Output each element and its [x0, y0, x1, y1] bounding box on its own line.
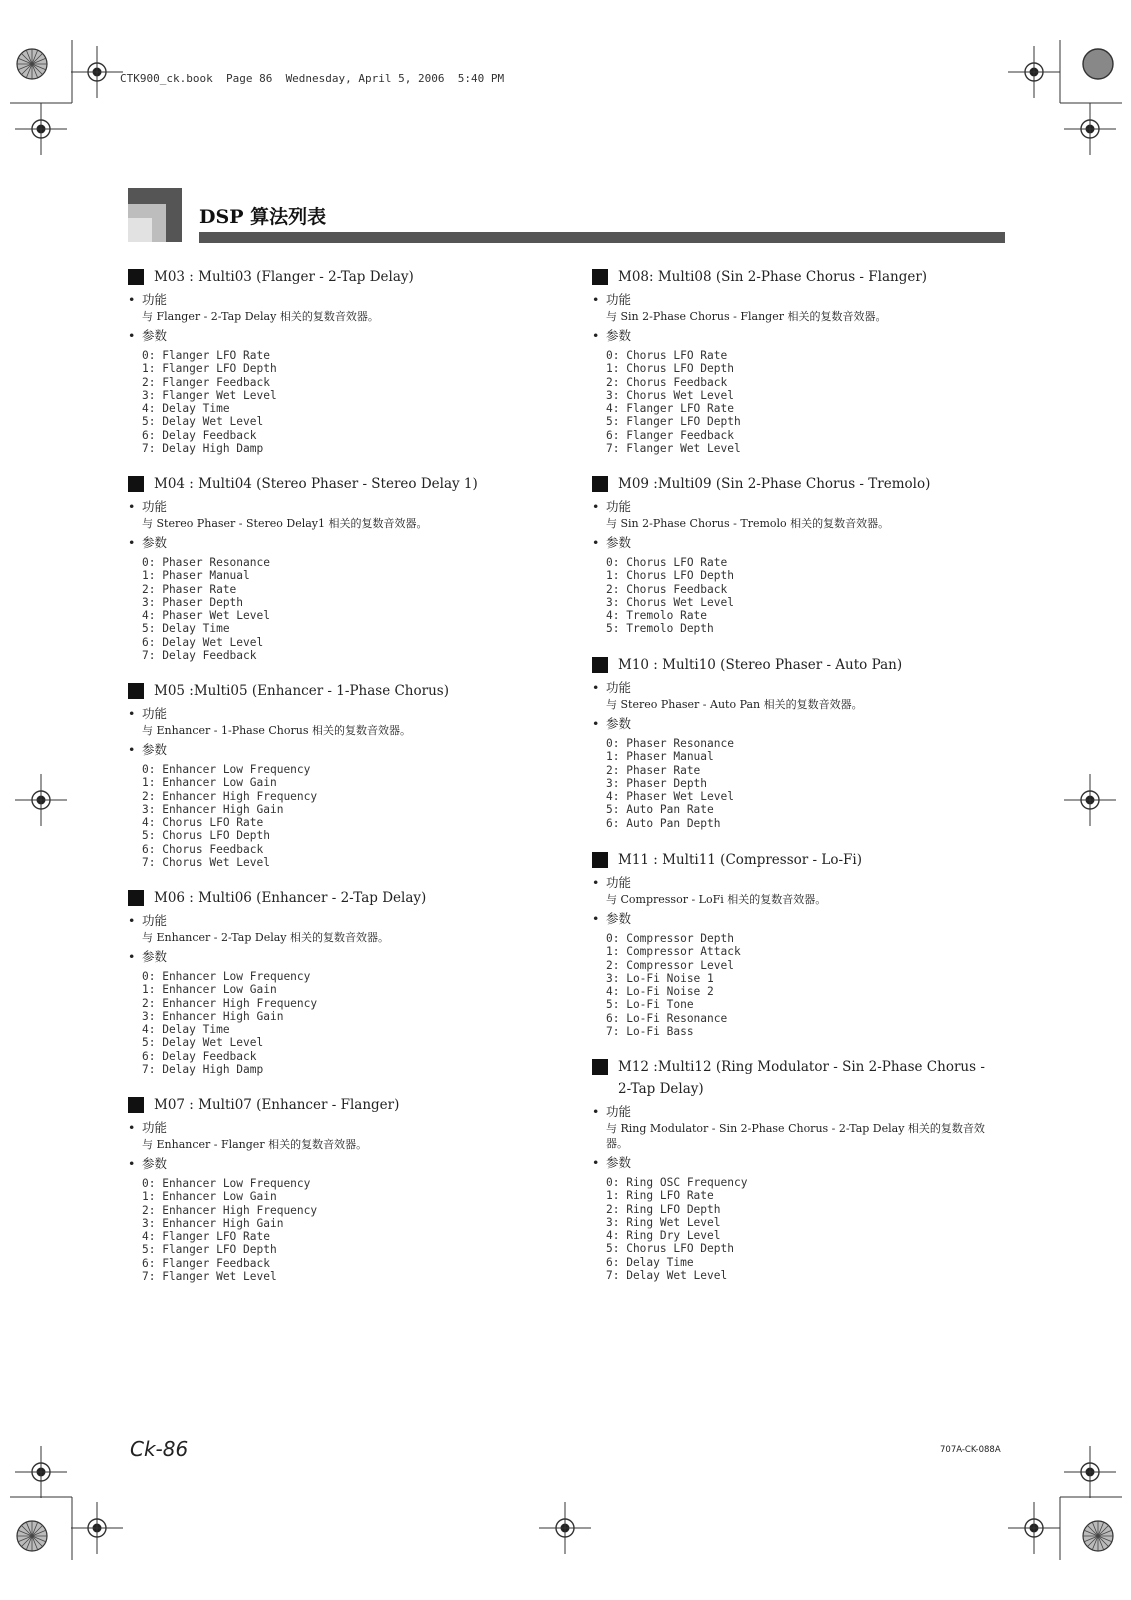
param-item: 0: Phaser Resonance	[606, 737, 734, 750]
section-heading: M10 : Multi10 (Stereo Phaser - Auto Pan)	[618, 657, 903, 673]
param-item: 3: Phaser Depth	[142, 595, 244, 609]
section-marker	[592, 657, 608, 673]
function-label: 功能	[142, 292, 168, 307]
section-marker	[128, 683, 144, 699]
param-item: 1: Chorus LFO Depth	[606, 569, 734, 583]
param-item: 2: Chorus Feedback	[606, 582, 728, 596]
section-marker	[592, 269, 608, 285]
param-item: 0: Flanger LFO Rate	[142, 349, 270, 362]
param-item: 7: Delay High Damp	[142, 442, 264, 456]
section-heading: M06 : Multi06 (Enhancer - 2-Tap Delay)	[154, 890, 427, 906]
param-item: 3: Lo-Fi Noise 1	[606, 971, 714, 985]
param-list	[606, 737, 1012, 830]
title-rule	[199, 232, 1005, 243]
function-label: 功能	[142, 706, 168, 721]
param-item: 6: Chorus Feedback	[142, 842, 264, 856]
param-list	[606, 1176, 1000, 1282]
param-item: 5: Chorus LFO Depth	[142, 829, 270, 843]
params-label: 参数	[142, 1156, 168, 1171]
param-item: 4: Delay Time	[142, 1023, 230, 1037]
param-item: 3: Flanger Wet Level	[142, 388, 277, 402]
params-label: 参数	[606, 328, 632, 343]
param-item: 3: Chorus Wet Level	[606, 388, 734, 402]
param-item: 4: Flanger LFO Rate	[606, 402, 734, 416]
param-list	[142, 556, 548, 662]
param-item: 7: Flanger Wet Level	[142, 1270, 277, 1284]
section-m04: M04 : Multi04 (Stereo Phaser - Stereo Delay 1) • 功能 与 Stereo Phaser - Stereo Delay1 相关的复数音效器。 • 参数 0: Phaser Resonance 1: Phaser Manual 2: Phaser Rate 3: Phaser Depth 4: Phaser Wet Level 5: Delay Time 6: Delay Wet Level 7: Delay Feedback	[128, 473, 548, 662]
param-item: 5: Delay Wet Level	[142, 1036, 264, 1050]
param-item: 0: Ring OSC Frequency	[606, 1176, 748, 1189]
section-marker	[592, 476, 608, 492]
param-list	[142, 1177, 548, 1283]
section-m11: M11 : Multi11 (Compressor - Lo-Fi) • 功能 与 Compressor - LoFi 相关的复数音效器。 • 参数 0: Compressor Depth 1: Compressor Attack 2: Compressor Level 3: Lo-Fi Noise 1 4: Lo-Fi Noise 2 5: Lo-Fi Tone 6: Lo-Fi Resonance 7: Lo-Fi Bass	[592, 849, 1012, 1038]
param-item: 0: Compressor Depth	[606, 932, 734, 945]
param-item: 4: Tremolo Rate	[606, 609, 708, 623]
function-label: 功能	[142, 913, 168, 928]
param-item: 2: Ring LFO Depth	[606, 1202, 721, 1216]
section-heading: M09 :Multi09 (Sin 2-Phase Chorus - Tremolo)	[618, 476, 931, 492]
params-label: 参数	[606, 911, 632, 926]
param-item: 7: Chorus Wet Level	[142, 856, 270, 870]
section-description: 与 Stereo Phaser - Auto Pan 相关的复数音效器。	[606, 698, 863, 711]
param-item: 4: Flanger LFO Rate	[142, 1230, 270, 1244]
params-label: 参数	[606, 1155, 632, 1170]
param-item: 6: Delay Feedback	[142, 428, 257, 442]
param-item: 4: Ring Dry Level	[606, 1229, 721, 1243]
param-item: 2: Flanger Feedback	[142, 375, 270, 389]
section-heading: M05 :Multi05 (Enhancer - 1-Phase Chorus)	[154, 683, 449, 699]
param-item: 1: Compressor Attack	[606, 945, 741, 959]
param-item: 3: Phaser Depth	[606, 776, 708, 790]
param-item: 5: Delay Time	[142, 622, 230, 636]
param-item: 5: Auto Pan Rate	[606, 803, 714, 817]
function-label: 功能	[606, 680, 632, 695]
param-list	[606, 349, 1012, 455]
param-item: 2: Enhancer High Frequency	[142, 1203, 318, 1217]
section-m07: M07 : Multi07 (Enhancer - Flanger) • 功能 与 Enhancer - Flanger 相关的复数音效器。 • 参数 0: Enhancer Low Frequency 1: Enhancer Low Gain 2: Enhancer High Frequency 3: Enhancer High Gain 4: Flanger LFO Rate 5: Flanger LFO Depth 6: Flanger Feedback 7: Flanger Wet Level	[128, 1094, 548, 1283]
param-item: 1: Phaser Manual	[142, 569, 250, 583]
section-description: 与 Compressor - LoFi 相关的复数音效器。	[606, 893, 827, 906]
section-m12: M12 :Multi12 (Ring Modulator - Sin 2-Phase Chorus - 2-Tap Delay) • 功能 与 Ring Modulator - Sin 2-Phase Chorus - 2-Tap Delay 相关的复数音效器。 • 参数 0: Ring OSC Frequency 1: Ring LFO Rate 2: Ring LFO Depth 3: Ring Wet Level 4: Ring Dry Level 5: Chorus LFO Depth 6: Delay Time 7: Delay Wet Level	[592, 1056, 1000, 1282]
section-heading: M04 : Multi04 (Stereo Phaser - Stereo Delay 1)	[154, 476, 478, 492]
param-item: 5: Tremolo Depth	[606, 622, 714, 636]
param-item: 3: Chorus Wet Level	[606, 595, 734, 609]
function-label: 功能	[606, 1104, 632, 1119]
param-list	[142, 763, 548, 869]
params-label: 参数	[606, 716, 632, 731]
section-heading: M11 : Multi11 (Compressor - Lo-Fi)	[618, 852, 862, 868]
param-item: 2: Enhancer High Frequency	[142, 996, 318, 1010]
param-item: 1: Chorus LFO Depth	[606, 362, 734, 376]
param-item: 3: Enhancer High Gain	[142, 1009, 284, 1023]
param-item: 6: Flanger Feedback	[606, 428, 734, 442]
section-m10: M10 : Multi10 (Stereo Phaser - Auto Pan) • 功能 与 Stereo Phaser - Auto Pan 相关的复数音效器。 • 参数 0: Phaser Resonance 1: Phaser Manual 2: Phaser Rate 3: Phaser Depth 4: Phaser Wet Level 5: Auto Pan Rate 6: Auto Pan Depth	[592, 654, 1012, 830]
section-description: 与 Sin 2-Phase Chorus - Flanger 相关的复数音效器。	[606, 310, 887, 323]
section-description: 与 Flanger - 2-Tap Delay 相关的复数音效器。	[142, 310, 379, 323]
param-item: 1: Flanger LFO Depth	[142, 362, 277, 376]
param-item: 7: Flanger Wet Level	[606, 442, 741, 456]
section-m06: M06 : Multi06 (Enhancer - 2-Tap Delay) • 功能 与 Enhancer - 2-Tap Delay 相关的复数音效器。 • 参数 0: Enhancer Low Frequency 1: Enhancer Low Gain 2: Enhancer High Frequency 3: Enhancer High Gain 4: Delay Time 5: Delay Wet Level 6: Delay Feedback 7: Delay High Damp	[128, 887, 548, 1076]
page-title: DSP 算法列表	[199, 206, 327, 228]
section-m08: M08: Multi08 (Sin 2-Phase Chorus - Flanger) • 功能 与 Sin 2-Phase Chorus - Flanger 相关的复数音效器。 • 参数 0: Chorus LFO Rate 1: Chorus LFO Depth 2: Chorus Feedback 3: Chorus Wet Level 4: Flanger LFO Rate 5: Flanger LFO Depth 6: Flanger Feedback 7: Flanger Wet Level	[592, 266, 1012, 455]
param-item: 7: Delay High Damp	[142, 1063, 264, 1077]
section-marker	[128, 476, 144, 492]
param-item: 1: Ring LFO Rate	[606, 1189, 714, 1203]
document-code: 707A-CK-088A	[940, 1445, 1001, 1455]
section-description: 与 Enhancer - 1-Phase Chorus 相关的复数音效器。	[142, 724, 411, 737]
param-item: 2: Enhancer High Frequency	[142, 789, 318, 803]
print-header: CTK900_ck.book Page 86 Wednesday, April 5, 2006 5:40 PM	[120, 72, 505, 85]
param-item: 5: Flanger LFO Depth	[142, 1243, 277, 1257]
section-marker	[128, 890, 144, 906]
param-item: 0: Chorus LFO Rate	[606, 556, 728, 569]
param-item: 2: Chorus Feedback	[606, 375, 728, 389]
section-description: 与 Stereo Phaser - Stereo Delay1 相关的复数音效器。	[142, 517, 428, 530]
function-label: 功能	[142, 499, 168, 514]
param-item: 0: Enhancer Low Frequency	[142, 763, 311, 776]
param-item: 5: Flanger LFO Depth	[606, 415, 741, 429]
section-m05: M05 :Multi05 (Enhancer - 1-Phase Chorus) • 功能 与 Enhancer - 1-Phase Chorus 相关的复数音效器。 • 参数 0: Enhancer Low Frequency 1: Enhancer Low Gain 2: Enhancer High Frequency 3: Enhancer High Gain 4: Chorus LFO Rate 5: Chorus LFO Depth 6: Chorus Feedback 7: Chorus Wet Level	[128, 680, 548, 869]
param-item: 6: Flanger Feedback	[142, 1256, 270, 1270]
params-label: 参数	[142, 535, 168, 550]
section-marker	[592, 852, 608, 868]
param-item: 3: Enhancer High Gain	[142, 802, 284, 816]
param-item: 4: Lo-Fi Noise 2	[606, 985, 714, 999]
param-item: 7: Delay Wet Level	[606, 1269, 728, 1283]
param-item: 6: Delay Time	[606, 1255, 694, 1269]
section-description: 与 Enhancer - 2-Tap Delay 相关的复数音效器。	[142, 931, 389, 944]
param-item: 7: Delay Feedback	[142, 649, 257, 663]
param-item: 7: Lo-Fi Bass	[606, 1025, 694, 1039]
section-marker	[128, 269, 144, 285]
param-item: 2: Phaser Rate	[606, 763, 701, 777]
params-label: 参数	[142, 742, 168, 757]
param-item: 1: Enhancer Low Gain	[142, 776, 277, 790]
page-number: Ck-86	[130, 1437, 189, 1461]
param-item: 6: Delay Wet Level	[142, 635, 264, 649]
function-label: 功能	[606, 292, 632, 307]
param-item: 3: Ring Wet Level	[606, 1215, 721, 1229]
param-list	[606, 556, 1012, 636]
param-list	[606, 932, 1012, 1038]
param-item: 1: Phaser Manual	[606, 750, 714, 764]
section-m03: M03 : Multi03 (Flanger - 2-Tap Delay) • 功能 与 Flanger - 2-Tap Delay 相关的复数音效器。 • 参数 0: Flanger LFO Rate 1: Flanger LFO Depth 2: Flanger Feedback 3: Flanger Wet Level 4: Delay Time 5: Delay Wet Level 6: Delay Feedback 7: Delay High Damp	[128, 266, 548, 455]
param-item: 1: Enhancer Low Gain	[142, 1190, 277, 1204]
params-label: 参数	[142, 328, 168, 343]
function-label: 功能	[606, 875, 632, 890]
param-item: 4: Phaser Wet Level	[142, 609, 270, 623]
param-item: 0: Phaser Resonance	[142, 556, 270, 569]
param-item: 1: Enhancer Low Gain	[142, 983, 277, 997]
function-label: 功能	[142, 1120, 168, 1135]
param-item: 5: Chorus LFO Depth	[606, 1242, 734, 1256]
param-item: 2: Compressor Level	[606, 958, 734, 972]
param-item: 0: Chorus LFO Rate	[606, 349, 728, 362]
param-item: 0: Enhancer Low Frequency	[142, 1177, 311, 1190]
param-item: 5: Lo-Fi Tone	[606, 998, 694, 1012]
param-item: 4: Phaser Wet Level	[606, 790, 734, 804]
param-item: 6: Auto Pan Depth	[606, 816, 721, 830]
section-heading: M03 : Multi03 (Flanger - 2-Tap Delay)	[154, 269, 414, 285]
param-item: 6: Lo-Fi Resonance	[606, 1011, 728, 1025]
param-list	[142, 970, 548, 1076]
param-item: 4: Delay Time	[142, 402, 230, 416]
section-description: 与 Sin 2-Phase Chorus - Tremolo 相关的复数音效器。	[606, 517, 890, 530]
param-item: 2: Phaser Rate	[142, 582, 237, 596]
section-m09: M09 :Multi09 (Sin 2-Phase Chorus - Tremolo) • 功能 与 Sin 2-Phase Chorus - Tremolo 相关的复数音效器。 • 参数 0: Chorus LFO Rate 1: Chorus LFO Depth 2: Chorus Feedback 3: Chorus Wet Level 4: Tremolo Rate 5: Tremolo Depth	[592, 473, 1012, 636]
param-list	[142, 349, 548, 455]
section-marker	[592, 1059, 608, 1075]
param-item: 4: Chorus LFO Rate	[142, 816, 264, 830]
function-label: 功能	[606, 499, 632, 514]
section-heading: M12 :Multi12 (Ring Modulator - Sin 2-Phase Chorus - 2-Tap Delay)	[618, 1059, 985, 1097]
section-heading: M08: Multi08 (Sin 2-Phase Chorus - Flanger)	[618, 269, 928, 285]
param-item: 3: Enhancer High Gain	[142, 1216, 284, 1230]
param-item: 6: Delay Feedback	[142, 1049, 257, 1063]
section-marker	[128, 1097, 144, 1113]
param-item: 0: Enhancer Low Frequency	[142, 970, 311, 983]
section-description: 与 Ring Modulator - Sin 2-Phase Chorus - 2-Tap Delay 相关的复数音效器。	[606, 1122, 985, 1150]
params-label: 参数	[606, 535, 632, 550]
section-description: 与 Enhancer - Flanger 相关的复数音效器。	[142, 1138, 368, 1151]
param-item: 5: Delay Wet Level	[142, 415, 264, 429]
section-heading: M07 : Multi07 (Enhancer - Flanger)	[154, 1097, 400, 1113]
params-label: 参数	[142, 949, 168, 964]
title-block-graphic	[128, 188, 182, 242]
